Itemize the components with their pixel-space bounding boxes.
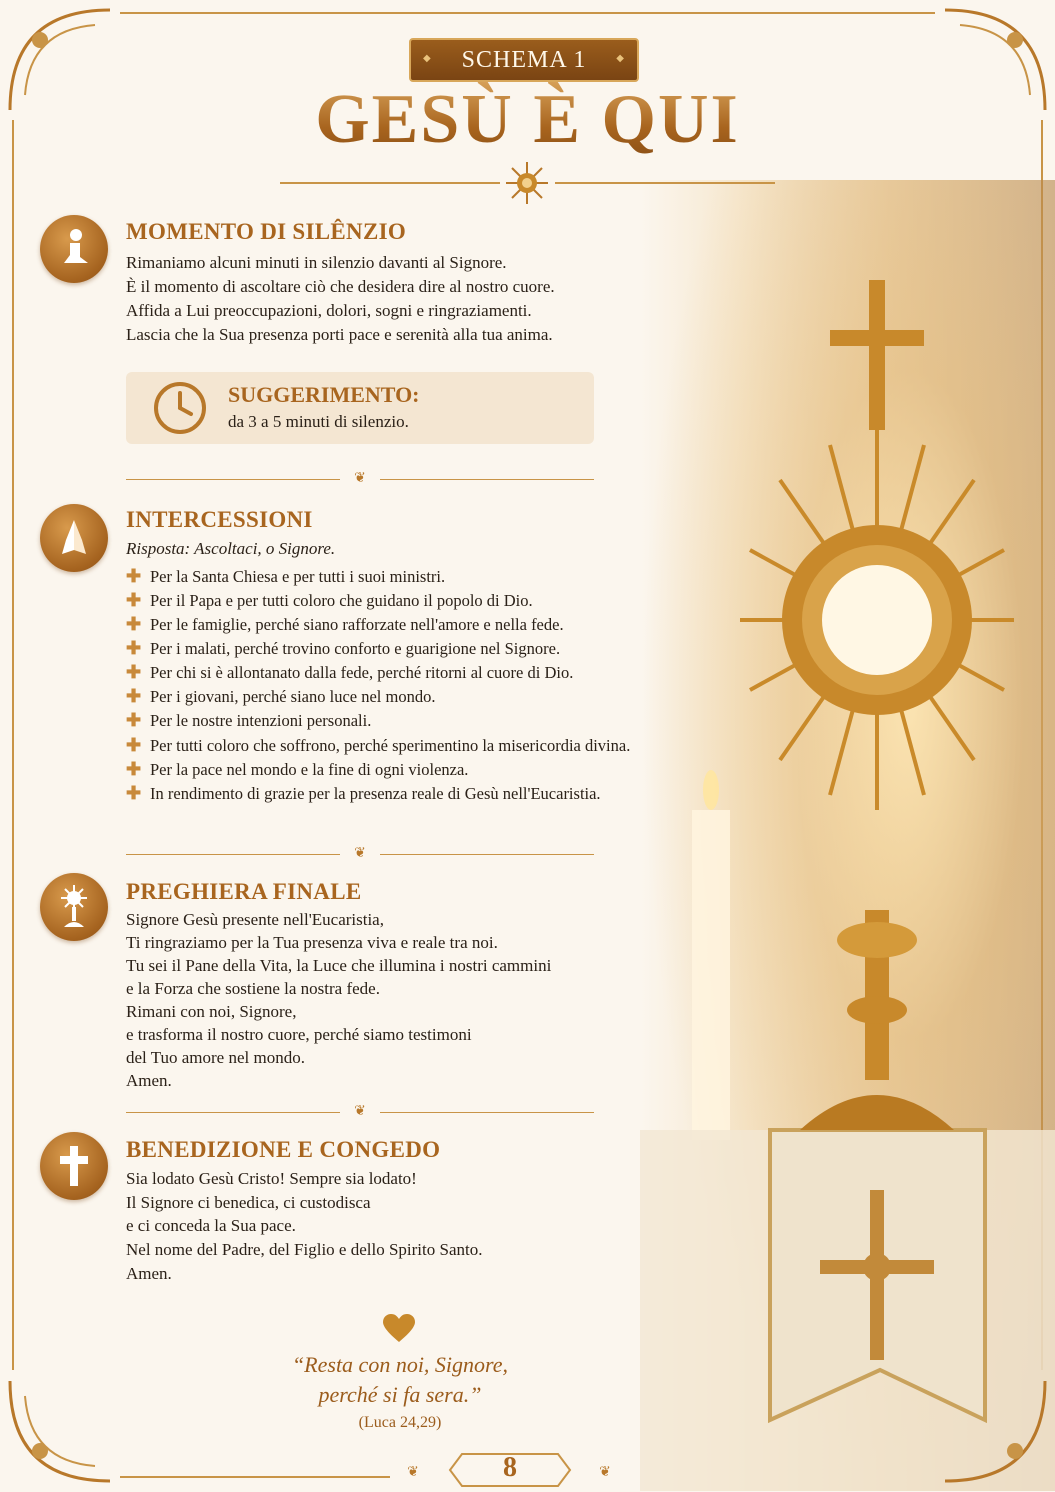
corner-ornament-bottom-left xyxy=(0,1371,120,1491)
kneeling-person-icon xyxy=(40,215,108,283)
preghiera-line: Rimani con noi, Signore, xyxy=(126,1002,297,1021)
cross-bullet-icon: ✚ xyxy=(126,614,142,634)
preghiera-line: e la Forza che sostiene la nostra fede. xyxy=(126,979,380,998)
heart-icon xyxy=(383,1314,415,1344)
page-title: GESÙ È QUI xyxy=(0,80,1055,160)
footer-ornament-icon: ❦ xyxy=(407,1465,419,1480)
quote-line-2: perché si fa sera.” xyxy=(318,1382,482,1407)
silenzio-line: Lascia che la Sua presenza porti pace e serenità alla tua anima. xyxy=(126,325,553,344)
section-title-preghiera: PREGHIERA FINALE xyxy=(126,879,362,904)
benedizione-line: Sia lodato Gesù Cristo! Sempre sia lodato! xyxy=(126,1169,417,1188)
silenzio-line: Affida a Lui preoccupazioni, dolori, sogni e ringraziamenti. xyxy=(126,301,532,320)
benedizione-line: Nel nome del Padre, del Figlio e dello Spirito Santo. xyxy=(126,1240,483,1259)
silenzio-line: È il momento di ascoltare ciò che desidera dire al nostro cuore. xyxy=(126,277,555,296)
benedizione-line: Il Signore ci benedica, ci custodisca xyxy=(126,1193,371,1212)
footer-ornament-icon: ❦ xyxy=(599,1465,611,1480)
cross-bullet-icon: ✚ xyxy=(126,686,142,706)
frame-top xyxy=(120,12,935,14)
section-title-benedizione: BENEDIZIONE E CONGEDO xyxy=(126,1137,441,1162)
clock-icon xyxy=(152,380,208,436)
cross-bullet-icon: ✚ xyxy=(126,590,142,610)
title-divider-right xyxy=(555,182,775,184)
frame-bottom-left xyxy=(120,1476,390,1478)
suggestion-text: da 3 a 5 minuti di silenzio. xyxy=(228,412,409,431)
preghiera-line: Amen. xyxy=(126,1071,172,1090)
monstrance-icon xyxy=(40,873,108,941)
page-number: 8 xyxy=(503,1452,517,1483)
cross-bullet-icon: ✚ xyxy=(126,566,142,586)
preghiera-line: Tu sei il Pane della Vita, la Luce che illumina i nostri cammini xyxy=(126,956,552,975)
divider-ornament-icon: ❦ xyxy=(340,472,380,486)
intercession-item: ✚ Per il Papa e per tutti coloro che guidano il popolo di Dio. xyxy=(126,590,533,610)
preghiera-line: del Tuo amore nel mondo. xyxy=(126,1048,305,1067)
divider-ornament-icon: ❦ xyxy=(340,1105,380,1119)
cross-bullet-icon: ✚ xyxy=(126,783,142,803)
intercession-item: ✚ Per i malati, perché trovino conforto e guarigione nel Signore. xyxy=(126,638,561,658)
frame-left xyxy=(12,120,14,1370)
quote-reference: (Luca 24,29) xyxy=(358,1414,442,1431)
section-title-silenzio: MOMENTO DI SILÊNZIO xyxy=(126,219,407,244)
preghiera-line: Signore Gesù presente nell'Eucaristia, xyxy=(126,910,384,929)
intercession-item: ✚ Per i giovani, perché siano luce nel mondo. xyxy=(126,686,436,706)
divider-ornament-icon: ❦ xyxy=(340,847,380,861)
intercession-item: ✚ Per tutti coloro che soffrono, perché sperimentino la misericordia divina. xyxy=(126,735,631,755)
corner-ornament-bottom-right xyxy=(935,1371,1055,1491)
suggestion-box xyxy=(126,372,594,444)
intercession-item: ✚ Per chi si è allontanato dalla fede, perché ritorni al cuore di Dio. xyxy=(126,662,574,682)
suggestion-title: SUGGERIMENTO: xyxy=(228,382,420,407)
intercession-item: ✚ In rendimento di grazie per la presenza reale di Gesù nell'Eucaristia. xyxy=(126,783,601,803)
sunburst-ornament-icon xyxy=(502,160,552,206)
benedizione-line: Amen. xyxy=(126,1264,172,1283)
cross-bullet-icon: ✚ xyxy=(126,662,142,682)
praying-hands-icon xyxy=(40,504,108,572)
quote-line-1: “Resta con noi, Signore, xyxy=(291,1352,509,1377)
cross-bullet-icon: ✚ xyxy=(126,638,142,658)
intercession-item: ✚ Per le famiglie, perché siano rafforzate nell'amore e nella fede. xyxy=(126,614,564,634)
intercession-item: ✚ Per la pace nel mondo e la fine di ogni violenza. xyxy=(126,759,469,779)
cross-bullet-icon: ✚ xyxy=(126,710,142,730)
monstrance-photo xyxy=(640,180,1055,1491)
benedizione-line: e ci conceda la Sua pace. xyxy=(126,1216,296,1235)
preghiera-line: e trasforma il nostro cuore, perché siamo testimoni xyxy=(126,1025,472,1044)
intercession-item: ✚ Per le nostre intenzioni personali. xyxy=(126,710,372,730)
silenzio-line: Rimaniamo alcuni minuti in silenzio davanti al Signore. xyxy=(126,253,507,272)
cross-icon xyxy=(40,1132,108,1200)
intercessioni-response: Risposta: Ascoltaci, o Signore. xyxy=(126,539,336,558)
cross-bullet-icon: ✚ xyxy=(126,735,142,755)
intercession-item: ✚ Per la Santa Chiesa e per tutti i suoi ministri. xyxy=(126,566,446,586)
cross-bullet-icon: ✚ xyxy=(126,759,142,779)
preghiera-line: Ti ringraziamo per la Tua presenza viva e reale tra noi. xyxy=(126,933,498,952)
schema-badge: ◆ SCHEMA 1 ◆ xyxy=(409,38,639,82)
title-divider-left xyxy=(280,182,500,184)
section-title-intercessioni: INTERCESSIONI xyxy=(126,507,313,532)
